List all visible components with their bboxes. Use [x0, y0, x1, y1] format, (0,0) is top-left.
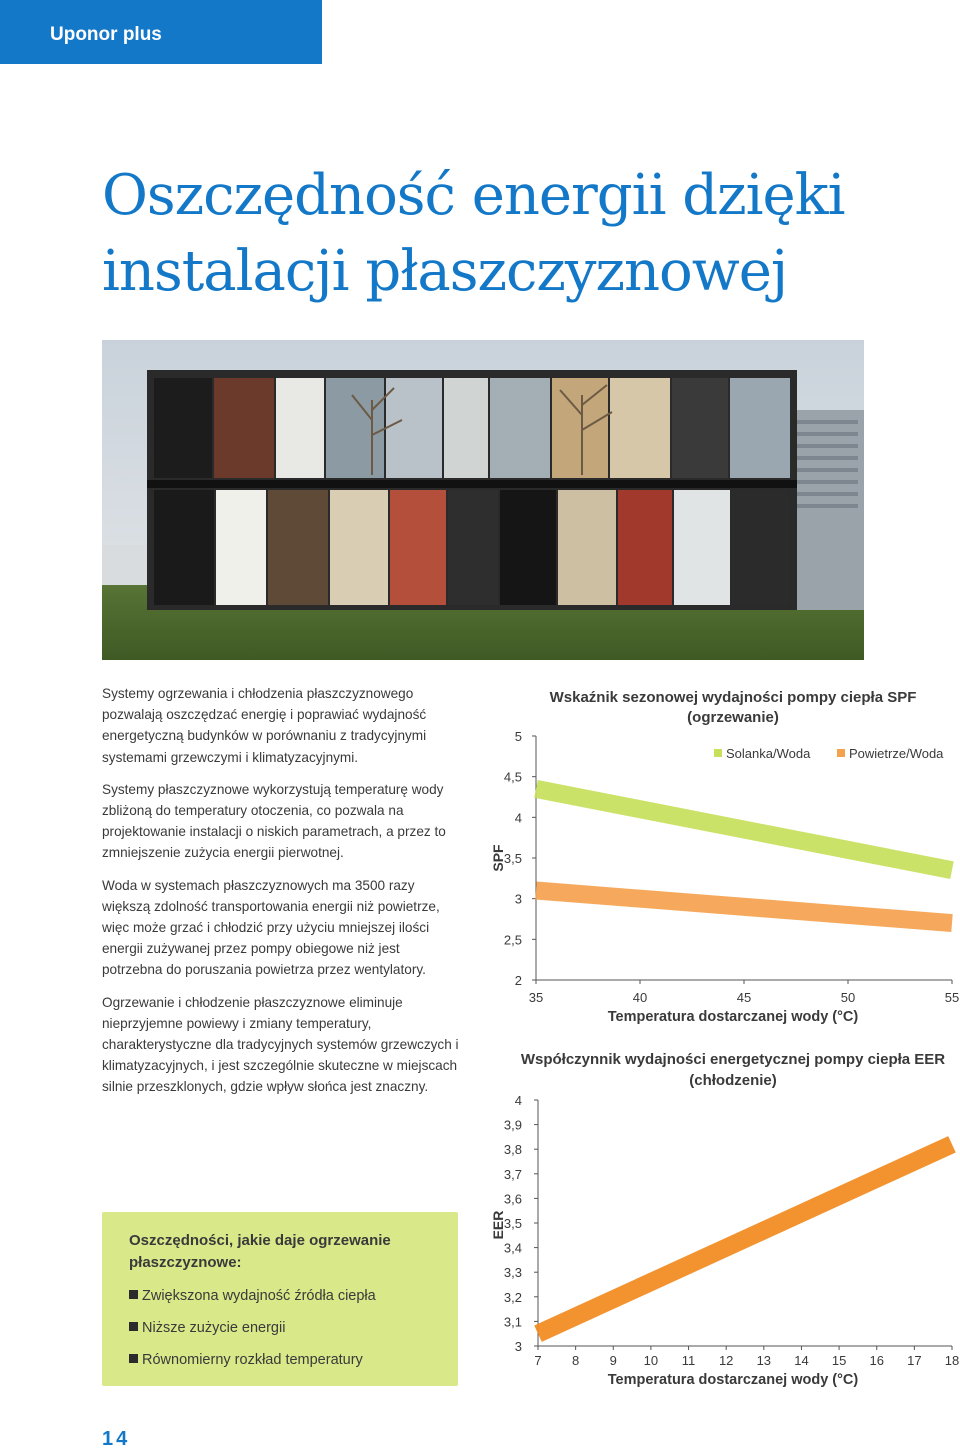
x-axis-title: Temperatura dostarczanej wody (°C) — [607, 1372, 859, 1388]
body-paragraph-3: Woda w systemach płaszczyznowych ma 3500 razy większą zdolność transportowania energii niż powietrze, więc może grzać i chłodzić przy użyciu mniejszej ilości energii zużywanej przez pompy obiegowe niż jest potrzebna do poruszania powietrza przez wentylatory. — [102, 877, 440, 978]
y-tick-label: 4 — [514, 810, 522, 826]
y-tick-label: 4 — [514, 1093, 522, 1108]
chart-title: Wskaźnik sezonowej wydajności pompy ciepła SPF — [549, 689, 917, 706]
x-tick-label: 13 — [756, 1353, 772, 1368]
page-title-line2: instalacji płaszczyznowej — [102, 239, 788, 304]
y-axis-title: SPF — [490, 844, 506, 872]
y-tick-label: 2,5 — [503, 932, 522, 948]
series-line-1 — [538, 1144, 952, 1333]
y-tick-label: 3,6 — [503, 1191, 522, 1207]
body-paragraph-1: Systemy ogrzewania i chłodzenia płaszczyznowego pozwalają oszczędzać energię i poprawiać wydajność energetyczną budynków w porównaniu z tradycyjnymi systemami grzewczymi i klimatyzacyjnymi. — [102, 686, 427, 765]
body-paragraph-2: Systemy płaszczyznowe wykorzystują temperaturę wody zbliżoną do temperatury otoczenia, co pozwala na projektowanie instalacji o niskich parametrach, a przez to zmniejszenie zużycia energii pierwotnej. — [102, 781, 446, 861]
chart-title: Współczynnik wydajności energetycznej pompy ciepła EER — [520, 1051, 946, 1068]
x-axis-title: Temperatura dostarczanej wody (°C) — [607, 1009, 859, 1025]
legend-label-2: Powietrze/Woda — [849, 746, 944, 761]
y-tick-label: 3,7 — [503, 1166, 522, 1182]
legend-swatch-1 — [714, 749, 722, 757]
x-tick-label: 11 — [681, 1353, 696, 1368]
x-tick-label: 50 — [840, 990, 856, 1005]
y-tick-label: 3 — [514, 891, 522, 907]
body-paragraph-4: Ogrzewanie i chłodzenie płaszczyznowe eliminuje nieprzyjemne powiewy i zmiany temperatury, charakterystyczne dla tradycyjnych systemów grzewczych i klimatyzacyjnych, i jest szczególnie skuteczne w miejscach silnie przeszklonych, gdzie wpływ słońca jest znaczny. — [102, 994, 459, 1095]
y-tick-label: 3,1 — [503, 1314, 522, 1330]
y-tick-label: 3,2 — [503, 1289, 522, 1305]
x-tick-label: 40 — [632, 990, 648, 1005]
y-tick-label: 3 — [514, 1339, 522, 1354]
chart-title-line2: (chłodzenie) — [689, 1072, 777, 1089]
x-tick-label: 35 — [528, 990, 544, 1005]
y-tick-label: 4,5 — [503, 769, 522, 785]
x-tick-label: 14 — [794, 1353, 809, 1368]
savings-item-text: Zwiększona wydajność źródła ciepła — [142, 1288, 376, 1304]
series-line-2 — [536, 891, 952, 924]
savings-item-text: Niższe zużycie energii — [142, 1320, 286, 1336]
x-tick-label: 7 — [534, 1353, 542, 1368]
chart-title-line2: (ogrzewanie) — [687, 709, 779, 726]
x-tick-label: 12 — [718, 1353, 734, 1368]
x-tick-label: 16 — [869, 1353, 884, 1368]
x-tick-label: 8 — [572, 1353, 580, 1368]
y-tick-label: 3,9 — [503, 1117, 522, 1133]
x-tick-label: 18 — [944, 1353, 960, 1368]
series-line-1 — [536, 789, 952, 870]
y-tick-label: 3,8 — [503, 1142, 522, 1158]
legend-label-1: Solanka/Woda — [726, 746, 811, 761]
x-tick-label: 15 — [831, 1353, 847, 1368]
y-tick-label: 2 — [514, 973, 522, 988]
x-tick-label: 55 — [944, 990, 960, 1005]
y-tick-label: 3,5 — [503, 851, 522, 866]
section-tab-label: Uponor plus — [50, 24, 162, 45]
x-tick-label: 17 — [907, 1353, 922, 1368]
x-tick-label: 9 — [609, 1353, 617, 1368]
page-title-line1: Oszczędność energii dzięki — [102, 163, 845, 228]
savings-box-title: Oszczędności, jakie daje ogrzewanie płaszczyznowe: — [129, 1232, 391, 1271]
x-tick-label: 10 — [643, 1353, 659, 1368]
legend-swatch-2 — [837, 749, 845, 757]
y-axis-title: EER — [490, 1210, 506, 1240]
y-tick-label: 3,3 — [503, 1265, 522, 1281]
savings-item-text: Równomierny rozkład temperatury — [142, 1352, 363, 1368]
y-tick-label: 3,4 — [503, 1240, 522, 1256]
y-tick-label: 5 — [514, 729, 522, 744]
y-tick-label: 3,5 — [503, 1216, 522, 1231]
page-number: 14 — [102, 1428, 131, 1450]
x-tick-label: 45 — [736, 990, 752, 1005]
